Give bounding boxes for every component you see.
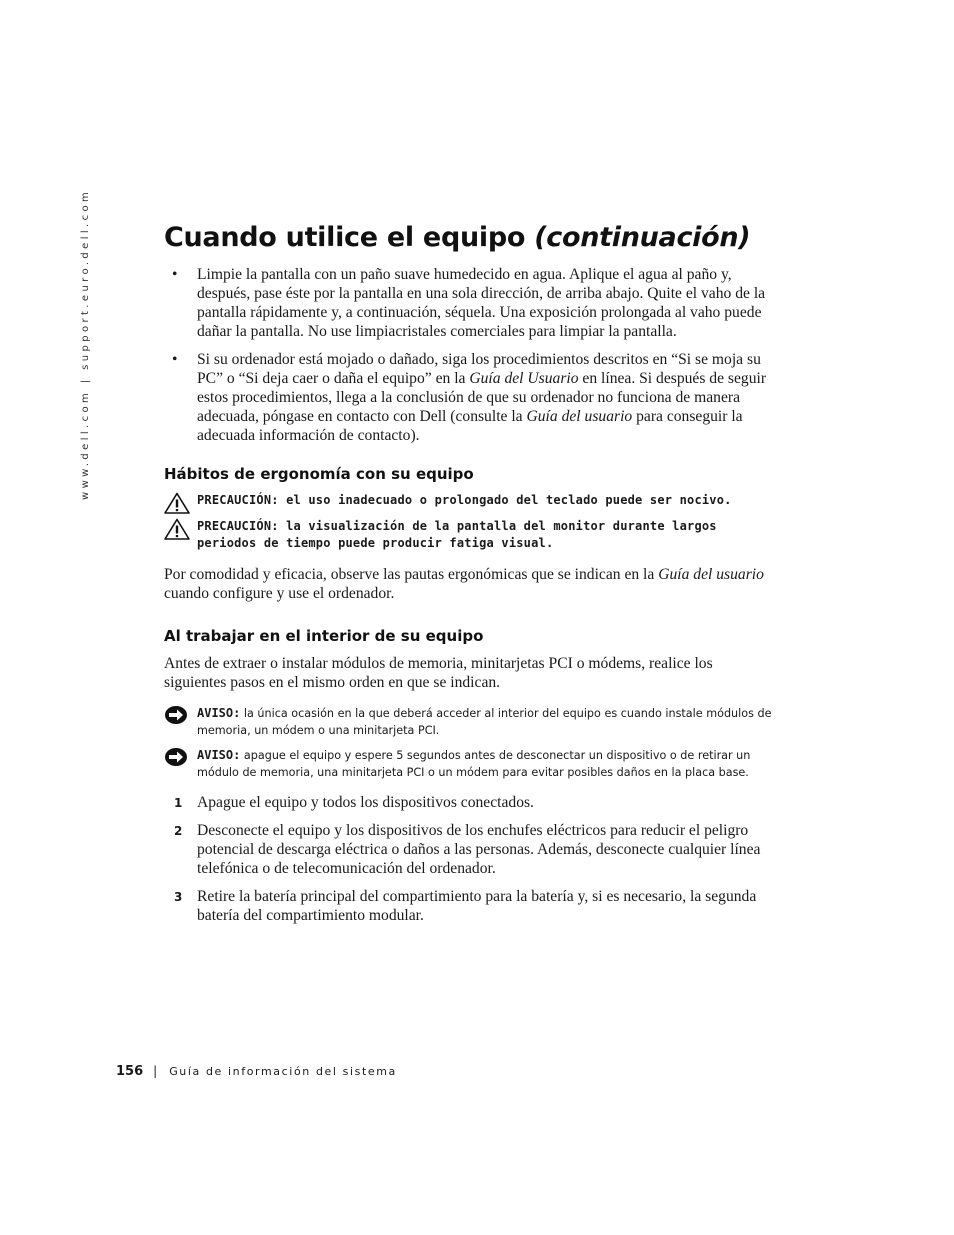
step-number: 1 (174, 796, 183, 810)
section-heading-ergonomics: Hábitos de ergonomía con su equipo (164, 465, 474, 483)
bullet-dot: • (172, 351, 178, 368)
notice-note (164, 705, 776, 739)
bullet-text: para conseguir la adecuada información de contacto). (197, 408, 743, 444)
caution-label: PRECAUCIÓN: (197, 493, 279, 507)
notice-text: la única ocasión en la que deberá acceder al interior del equipo es cuando instale módulos de memoria, un módem o una minitarjeta PCI. (197, 707, 772, 737)
step-number: 2 (174, 824, 183, 838)
paragraph-text: Por comodidad y eficacia, observe las pautas ergonómicas que se indican en la (164, 566, 659, 583)
caution-note (164, 518, 776, 552)
step-text: Apague el equipo y todos los dispositivos conectados. (197, 794, 534, 811)
section-heading-interior: Al trabajar en el interior de su equipo (164, 627, 484, 645)
notice-label: AVISO: (197, 706, 241, 720)
warning-triangle-icon (164, 492, 190, 514)
step-item (164, 793, 776, 812)
caution-text: el uso inadecuado o prolongado del teclado puede ser nocivo. (278, 493, 732, 507)
interior-intro: Antes de extraer o instalar módulos de memoria, minitarjetas PCI o módems, realice los siguientes pasos en el mismo orden en que se indican. (164, 655, 713, 691)
ergonomics-paragraph (164, 565, 776, 603)
step-number: 3 (174, 890, 183, 904)
step-item (164, 821, 776, 878)
step-item (164, 887, 776, 925)
caution-label: PRECAUCIÓN: (197, 519, 279, 533)
bullet-text: en línea. Si después de seguir estos procedimientos, llega a la conclusión de que su ordenador no funciona de manera adecuada, póngase en contacto con Dell (consulte la (197, 370, 767, 425)
title-continuation: (continuación) (534, 222, 751, 253)
notice-label: AVISO: (197, 748, 241, 762)
guide-reference: Guía del Usuario (469, 370, 579, 387)
bullet-text: Limpie la pantalla con un paño suave humedecido en agua. Aplique el agua al paño y, después, pase éste por la pantalla en una sola dirección, de arriba abajo. Quite el vaho de la pantalla rápidamente y, a continuación, séquela. Una exposición prolongada al vaho puede dañar la pantalla. No use limpiacristales comerciales para limpiar la pantalla. (197, 266, 766, 340)
step-text: Desconecte el equipo y los dispositivos de los enchufes eléctricos para reducir el peligro potencial de descarga eléctrica o daños a las personas. Además, desconecte cualquier línea telefónica o de telecomunicación del ordenador. (197, 822, 761, 877)
bullet-item (164, 265, 774, 341)
guide-reference: Guía del usuario (526, 408, 633, 425)
procedure-steps (164, 793, 776, 934)
page-number: 156 (116, 1064, 144, 1079)
bullet-item (164, 350, 774, 445)
warning-triangle-icon (164, 518, 190, 540)
caution-note (164, 492, 776, 509)
title-main: Cuando utilice el equipo (164, 222, 535, 253)
notice-arrow-icon (164, 747, 188, 767)
page-title (164, 222, 750, 253)
notice-note (164, 747, 776, 781)
cleaning-bullets (164, 265, 774, 454)
page-footer (116, 1062, 397, 1080)
footer-separator: | (153, 1064, 158, 1078)
paragraph-text: cuando configure y use el ordenador. (164, 585, 395, 602)
guide-reference: Guía del usuario (658, 566, 764, 583)
caution-text: la visualización de la pantalla del monitor durante largos periodos de tiempo puede producir fatiga visual. (197, 519, 717, 550)
side-url: www.dell.com | support.euro.dell.com (80, 188, 91, 500)
notice-arrow-icon (164, 705, 188, 725)
document-title: Guía de información del sistema (169, 1065, 397, 1078)
bullet-text: Si su ordenador está mojado o dañado, siga los procedimientos descritos en “Si se moja su PC” o “Si deja caer o daña el equipo” en la (197, 351, 761, 387)
bullet-dot: • (172, 266, 178, 283)
notice-text: apague el equipo y espere 5 segundos antes de desconectar un dispositivo o de retirar un módulo de memoria, una minitarjeta PCI o un módem para evitar posibles daños en la placa base. (197, 749, 751, 779)
step-text: Retire la batería principal del compartimiento para la batería y, si es necesario, la segunda batería del compartimiento modular. (197, 888, 757, 924)
